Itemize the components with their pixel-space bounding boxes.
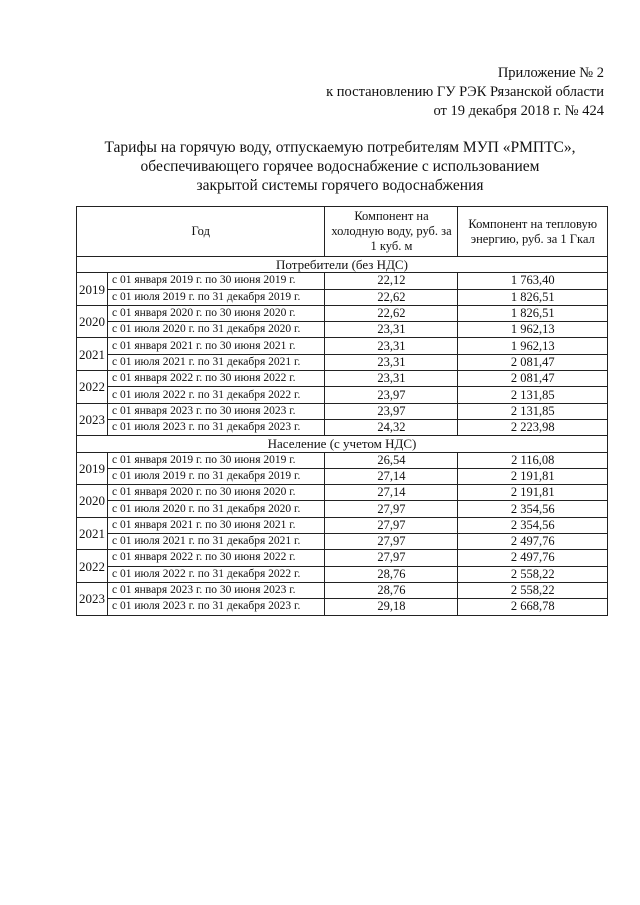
- section-title: Потребители (без НДС): [77, 257, 608, 273]
- table-row: [77, 468, 608, 484]
- period-cell: с 01 июля 2023 г. по 31 декабря 2023 г.: [108, 599, 325, 615]
- cold-water-cell: 23,97: [325, 403, 458, 419]
- cold-water-cell: 27,97: [325, 534, 458, 550]
- heat-energy-cell: 1 826,51: [458, 289, 608, 305]
- period-cell: с 01 июля 2021 г. по 31 декабря 2021 г.: [108, 534, 325, 550]
- period-cell: с 01 января 2022 г. по 30 июня 2022 г.: [108, 550, 325, 566]
- period-cell: с 01 января 2021 г. по 30 июня 2021 г.: [108, 517, 325, 533]
- heat-energy-cell: 2 081,47: [458, 354, 608, 370]
- document-title: [60, 138, 620, 195]
- year-cell: 2020: [77, 305, 108, 338]
- title-line-3: закрытой системы горячего водоснабжения: [196, 177, 484, 194]
- table-row: [77, 599, 608, 615]
- period-cell: с 01 июля 2020 г. по 31 декабря 2020 г.: [108, 322, 325, 338]
- section-title: Население (с учетом НДС): [77, 436, 608, 452]
- heat-energy-cell: 1 962,13: [458, 338, 608, 354]
- period-cell: с 01 января 2023 г. по 30 июня 2023 г.: [108, 403, 325, 419]
- cold-water-cell: 24,32: [325, 419, 458, 435]
- appendix-date: от 19 декабря 2018 г. № 424: [433, 103, 604, 119]
- year-cell: 2022: [77, 550, 108, 583]
- cold-water-cell: 27,97: [325, 550, 458, 566]
- cold-water-cell: 23,31: [325, 322, 458, 338]
- heat-energy-cell: 2 191,81: [458, 485, 608, 501]
- cold-water-cell: 27,97: [325, 501, 458, 517]
- cold-water-cell: 23,31: [325, 338, 458, 354]
- heat-energy-cell: 2 081,47: [458, 371, 608, 387]
- heat-energy-cell: 2 497,76: [458, 534, 608, 550]
- year-cell: 2022: [77, 371, 108, 404]
- table-header-row: [77, 207, 608, 257]
- table-row: [77, 354, 608, 370]
- heat-energy-cell: 2 497,76: [458, 550, 608, 566]
- section-row: [77, 257, 608, 273]
- title-line-2: обеспечивающего горячее водоснабжение с использованием: [140, 158, 540, 175]
- title-line-1: Тарифы на горячую воду, отпускаемую потребителям МУП «РМПТС»,: [104, 139, 576, 156]
- period-cell: с 01 января 2022 г. по 30 июня 2022 г.: [108, 371, 325, 387]
- cold-water-cell: 22,12: [325, 273, 458, 289]
- period-cell: с 01 января 2023 г. по 30 июня 2023 г.: [108, 582, 325, 598]
- header-year: Год: [77, 207, 325, 257]
- heat-energy-cell: 2 191,81: [458, 468, 608, 484]
- table-row: [77, 501, 608, 517]
- period-cell: с 01 января 2021 г. по 30 июня 2021 г.: [108, 338, 325, 354]
- appendix-resolution: к постановлению ГУ РЭК Рязанской области: [326, 84, 604, 100]
- cold-water-cell: 26,54: [325, 452, 458, 468]
- period-cell: с 01 июля 2019 г. по 31 декабря 2019 г.: [108, 468, 325, 484]
- year-cell: 2020: [77, 485, 108, 518]
- table-row: [77, 534, 608, 550]
- table-row: [77, 582, 608, 598]
- year-cell: 2019: [77, 273, 108, 306]
- period-cell: с 01 января 2019 г. по 30 июня 2019 г.: [108, 273, 325, 289]
- heat-energy-cell: 2 131,85: [458, 387, 608, 403]
- table-row: [77, 289, 608, 305]
- table-row: [77, 387, 608, 403]
- period-cell: с 01 июля 2021 г. по 31 декабря 2021 г.: [108, 354, 325, 370]
- appendix-number: Приложение № 2: [497, 65, 604, 81]
- table-row: [77, 452, 608, 468]
- table-row: [77, 566, 608, 582]
- period-cell: с 01 июля 2022 г. по 31 декабря 2022 г.: [108, 566, 325, 582]
- heat-energy-cell: 2 354,56: [458, 517, 608, 533]
- cold-water-cell: 22,62: [325, 289, 458, 305]
- heat-energy-cell: 1 826,51: [458, 305, 608, 321]
- cold-water-cell: 23,97: [325, 387, 458, 403]
- year-cell: 2019: [77, 452, 108, 485]
- table-row: [77, 273, 608, 289]
- heat-energy-cell: 1 962,13: [458, 322, 608, 338]
- table-row: [77, 322, 608, 338]
- cold-water-cell: 27,14: [325, 485, 458, 501]
- cold-water-cell: 23,31: [325, 371, 458, 387]
- cold-water-cell: 28,76: [325, 582, 458, 598]
- table-row: [77, 485, 608, 501]
- cold-water-cell: 28,76: [325, 566, 458, 582]
- year-cell: 2023: [77, 403, 108, 436]
- tariff-table: [76, 206, 608, 616]
- period-cell: с 01 января 2020 г. по 30 июня 2020 г.: [108, 305, 325, 321]
- table-row: [77, 305, 608, 321]
- year-cell: 2021: [77, 517, 108, 550]
- heat-energy-cell: 1 763,40: [458, 273, 608, 289]
- heat-energy-cell: 2 558,22: [458, 566, 608, 582]
- period-cell: с 01 января 2020 г. по 30 июня 2020 г.: [108, 485, 325, 501]
- cold-water-cell: 22,62: [325, 305, 458, 321]
- table-row: [77, 419, 608, 435]
- period-cell: с 01 июля 2022 г. по 31 декабря 2022 г.: [108, 387, 325, 403]
- heat-energy-cell: 2 354,56: [458, 501, 608, 517]
- heat-energy-cell: 2 116,08: [458, 452, 608, 468]
- table-row: [77, 550, 608, 566]
- section-row: [77, 436, 608, 452]
- year-cell: 2021: [77, 338, 108, 371]
- table-row: [77, 403, 608, 419]
- cold-water-cell: 27,14: [325, 468, 458, 484]
- cold-water-cell: 29,18: [325, 599, 458, 615]
- header-cold-water: Компонент на холодную воду, руб. за 1 куб. м: [325, 207, 458, 257]
- year-cell: 2023: [77, 582, 108, 615]
- table-row: [77, 517, 608, 533]
- cold-water-cell: 23,31: [325, 354, 458, 370]
- heat-energy-cell: 2 558,22: [458, 582, 608, 598]
- appendix-header: [326, 64, 604, 121]
- header-heat-energy: Компонент на тепловую энергию, руб. за 1 Гкал: [458, 207, 608, 257]
- period-cell: с 01 июля 2023 г. по 31 декабря 2023 г.: [108, 419, 325, 435]
- period-cell: с 01 января 2019 г. по 30 июня 2019 г.: [108, 452, 325, 468]
- table-row: [77, 371, 608, 387]
- table-row: [77, 338, 608, 354]
- period-cell: с 01 июля 2020 г. по 31 декабря 2020 г.: [108, 501, 325, 517]
- heat-energy-cell: 2 668,78: [458, 599, 608, 615]
- heat-energy-cell: 2 131,85: [458, 403, 608, 419]
- table-body: [77, 257, 608, 616]
- cold-water-cell: 27,97: [325, 517, 458, 533]
- period-cell: с 01 июля 2019 г. по 31 декабря 2019 г.: [108, 289, 325, 305]
- heat-energy-cell: 2 223,98: [458, 419, 608, 435]
